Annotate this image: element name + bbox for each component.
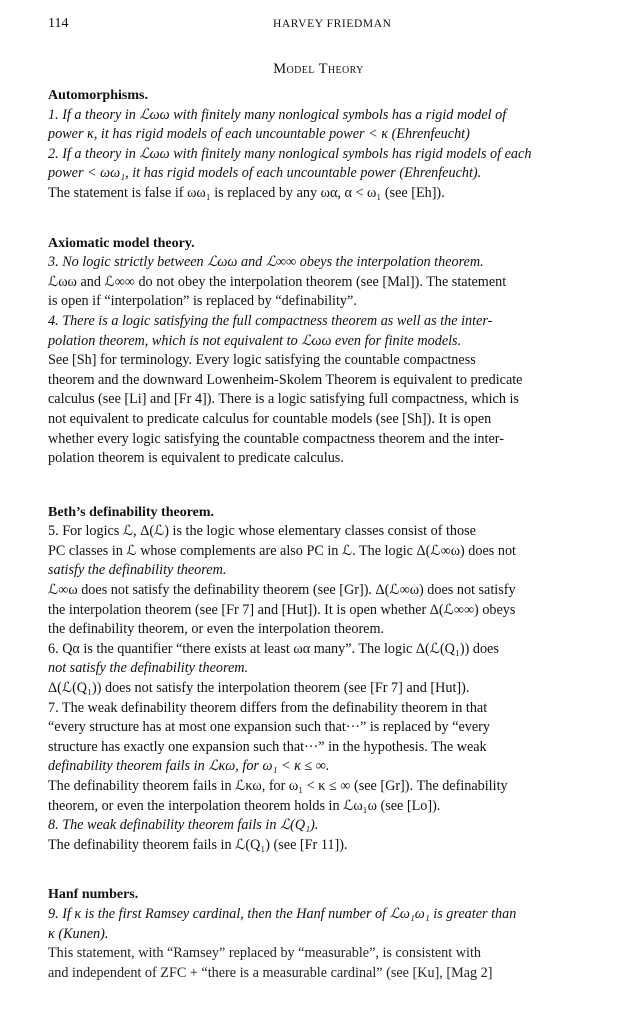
text-line: 6. Qα is the quantifier “there exists at least ωα many”. The logic Δ(ℒ(Q₁)) does (48, 640, 499, 657)
section-hanf-numbers (48, 885, 623, 983)
text-line: 9. If κ is the first Ramsey cardinal, then the Hanf number of ℒω₁ω₁ is greater than (48, 905, 517, 922)
text-line: the definability theorem, or even the interpolation theorem. (48, 621, 385, 638)
section-automorphisms (48, 86, 623, 204)
text-line: theorem, or even the interpolation theorem holds in ℒω₁ω (see [Lo]). (48, 797, 441, 814)
text-line: polation theorem, which is not equivalent to ℒωω even for finite models. (48, 332, 462, 349)
section-beth-definability (48, 503, 623, 856)
text-line: not satisfy the definability theorem. (48, 660, 249, 677)
text-line: This statement, with “Ramsey” replaced by “measurable”, is consistent with (48, 945, 481, 962)
text-line: 7. The weak definability theorem differs from the definability theorem in that (48, 699, 488, 716)
text-line: The definability theorem fails in ℒ(Q₁) (see [Fr 11]). (48, 836, 348, 853)
text-line: structure has exactly one expansion such that···” in the hypothesis. The weak (48, 738, 487, 755)
section-axiomatic-model-theory (48, 234, 623, 469)
text-line: theorem and the downward Lowenheim-Skolem Theorem is equivalent to predicate (48, 371, 523, 388)
text-line: See [Sh] for terminology. Every logic satisfying the countable compactness (48, 352, 476, 369)
text-line: 1. If a theory in ℒωω with finitely many nonlogical symbols has a rigid model of (48, 106, 507, 123)
text-line: 8. The weak definability theorem fails in ℒ(Q₁). (48, 817, 319, 834)
text-line: 3. No logic strictly between ℒωω and ℒ∞∞ obeys the interpolation theorem. (48, 254, 484, 271)
text-line: not equivalent to predicate calculus for countable models (see [Sh]). It is open (48, 410, 492, 427)
text-line: calculus (see [Li] and [Fr 4]). There is a logic satisfying full compactness, which is (48, 391, 519, 408)
text-line: 5. For logics ℒ, Δ(ℒ) is the logic whose elementary classes consist of those (48, 523, 476, 540)
running-head: HARVEY FRIEDMAN (273, 18, 392, 30)
section-heading: Automorphisms. (48, 88, 148, 103)
text-line: power κ, it has rigid models of each uncountable power < κ (Ehrenfeucht) (48, 126, 470, 143)
text-line: Δ(ℒ(Q₁)) does not satisfy the interpolation theorem (see [Fr 7] and [Hut]). (48, 680, 470, 697)
text-line: 4. There is a logic satisfying the full compactness theorem as well as the inter- (48, 312, 493, 329)
text-line: ℒ∞ω does not satisfy the definability theorem (see [Gr]). Δ(ℒ∞ω) does not satisfy (48, 582, 516, 599)
section-heading: Hanf numbers. (48, 887, 139, 903)
page-number: 114 (48, 16, 69, 31)
text-line: The definability theorem fails in ℒκω, for ω₁ < κ ≤ ∞ (see [Gr]). The definability (48, 778, 508, 794)
text-line: κ (Kunen). (48, 925, 109, 942)
text-line: The statement is false if ωω₁ is replaced by any ωα, α < ω₁ (see [Eh]). (48, 184, 445, 201)
text-line: whether every logic satisfying the countable compactness theorem and the inter- (48, 430, 504, 447)
text-line: satisfy the definability theorem. (48, 562, 227, 579)
page-body (48, 86, 623, 983)
text-line: power < ωω₁, it has rigid models of each uncountable power (Ehrenfeucht). (48, 165, 482, 182)
text-line: 2. If a theory in ℒωω with finitely many nonlogical symbols has rigid models of each (48, 145, 532, 162)
text-line: ℒωω and ℒ∞∞ do not obey the interpolation theorem (see [Mal]). The statement (48, 273, 507, 290)
text-line: PC classes in ℒ whose complements are also PC in ℒ. The logic Δ(ℒ∞ω) does not (48, 542, 516, 559)
page-header (48, 14, 617, 34)
text-line: and independent of ZFC + “there is a measurable cardinal” (see [Ku], [Mag 2] (48, 964, 493, 981)
text-line: “every structure has at most one expansion such that···” is replaced by “every (48, 719, 491, 736)
section-heading: Axiomatic model theory. (48, 235, 195, 251)
section-heading: Beth’s definability theorem. (48, 504, 215, 520)
text-line: polation theorem is equivalent to predicate calculus. (48, 450, 344, 467)
section-title: Model Theory (273, 61, 364, 77)
text-line: definability theorem fails in ℒκω, for ω₁ < κ ≤ ∞. (48, 758, 330, 775)
text-line: is open if “interpolation” is replaced by “definability”. (48, 293, 357, 310)
text-line: the interpolation theorem (see [Fr 7] and [Hut]). It is open whether Δ(ℒ∞∞) obeys (48, 601, 516, 618)
